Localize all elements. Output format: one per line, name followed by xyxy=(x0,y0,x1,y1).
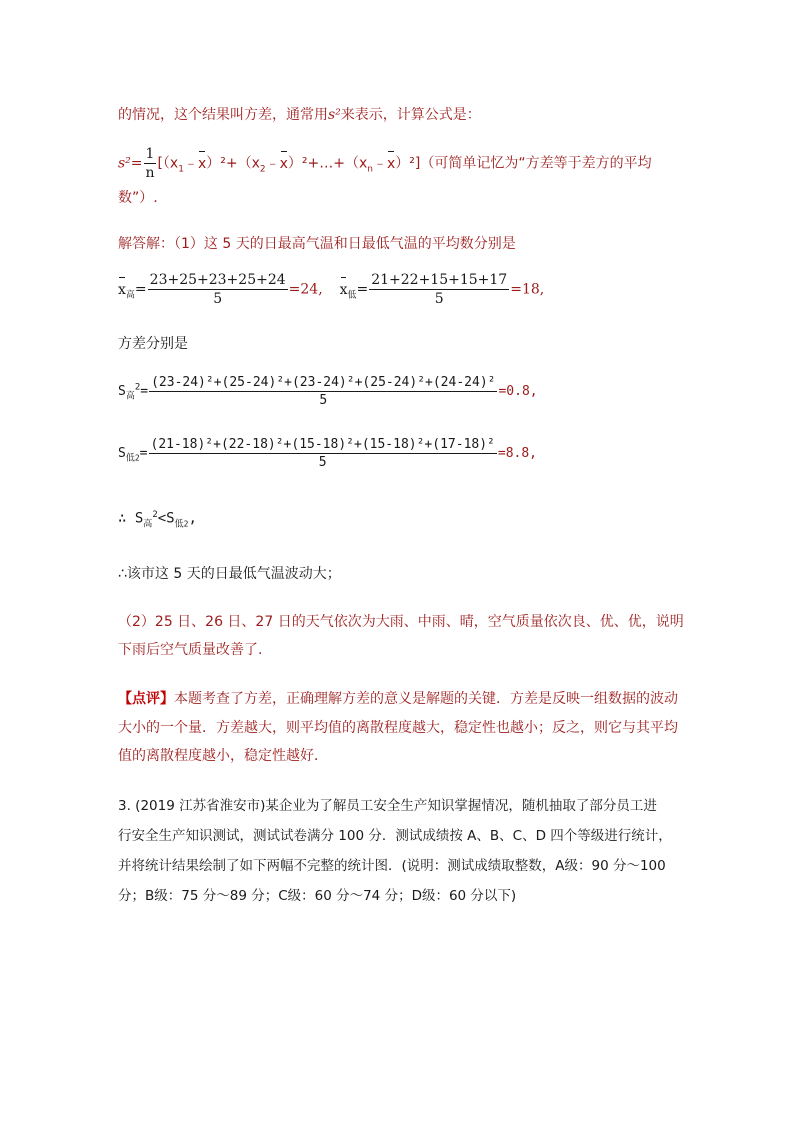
question3-line-4: 分；B级：75 分～89 分；C级：60 分～74 分；D级：60 分以下) xyxy=(118,888,517,904)
mean-high-den: 5 xyxy=(213,291,223,307)
variance-formula xyxy=(118,146,652,181)
var-low-label: S xyxy=(118,446,126,461)
formula-sub-n: n xyxy=(367,164,373,175)
formula-fraction xyxy=(144,146,157,181)
formula-memo-line-2: 数”）. xyxy=(118,190,158,206)
mean-low-fraction xyxy=(369,272,509,307)
part2-line-2: 下雨后空气质量改善了. xyxy=(118,642,263,658)
mean-high-label: x xyxy=(118,281,126,298)
intro-s2: s² xyxy=(328,107,341,123)
formula-minus-2: ﹣ xyxy=(265,155,280,172)
mean-high-fraction xyxy=(148,272,288,307)
compare-end: , xyxy=(188,510,197,527)
formula-minus-n: ﹣ xyxy=(372,155,387,172)
variance-low: $S_{低2}=$ $\frac{\text{(21-18)²+(22-18)²+(15-18)²+(15-18)²+(17-18)²}}{5}$ =8.8, xyxy=(118,437,538,470)
review-line-1 xyxy=(118,688,678,708)
formula-part-f: ）²] xyxy=(395,155,421,172)
question3-line-1: 3. (2019 江苏省淮安市)某企业为了解员工安全生产知识掌握情况，随机抽取了部分员工进 xyxy=(118,798,657,814)
formula-xbar-1: x xyxy=(197,155,207,172)
question3-line-3: 并将统计结果绘制了如下两幅不完整的统计图．(说明：测试成绩取整数，A级：90 分～100 xyxy=(118,858,666,874)
question3-line-2: 行安全生产知识测试，测试试卷满分 100 分．测试成绩按 A、B、C、D 四个等级进行统计， xyxy=(118,828,672,844)
formula-lhs: s²= xyxy=(118,155,143,172)
mean-low-value: =18, xyxy=(510,281,545,298)
var-high-den: 5 xyxy=(319,393,328,408)
formula-minus-1: ﹣ xyxy=(183,155,198,172)
var-low-value: =8.8, xyxy=(497,446,538,461)
var-low-num: (21-18)²+(22-18)²+(15-18)²+(15-18)²+(17-18)² xyxy=(150,437,495,452)
formula-xbar-2: x xyxy=(279,155,288,172)
formula-frac-num: 1 xyxy=(145,146,155,162)
mean-high-value: =24, xyxy=(288,281,323,298)
var-low-sub: 低 xyxy=(125,453,135,464)
var-high-fraction xyxy=(149,375,497,408)
mean-low-den: 5 xyxy=(434,291,444,307)
review-line-3: 值的离散程度越小，稳定性越好． xyxy=(118,748,328,764)
var-high-value: =0.8, xyxy=(498,384,538,399)
mean-high-num: 23+25+23+25+24 xyxy=(149,272,286,288)
variance-header: 方差分别是 xyxy=(118,336,188,352)
mean-low-label: x xyxy=(339,281,348,298)
review-line-2: 大小的一个量．方差越大，则平均值的离散程度越大，稳定性也越小；反之，则它与其平均 xyxy=(118,720,678,736)
compare-start: ∴ S xyxy=(118,510,144,527)
var-low-den: 5 xyxy=(318,455,327,470)
compare-lt: <S xyxy=(157,510,175,527)
var-high-sub: 高 xyxy=(125,391,135,402)
part2-line-1: （2）25 日、26 日、27 日的天气依次为大雨、中雨、晴，空气质量依次良、优、优，说明 xyxy=(118,614,684,630)
mean-low-sub: 低 xyxy=(347,290,357,301)
review-tag: 【点评】 xyxy=(118,691,174,707)
var-high-label: S xyxy=(118,384,126,399)
variance-compare: ∴ $S_高^2<S_{低2}$, xyxy=(118,510,197,530)
formula-sub-2: 2 xyxy=(259,164,266,175)
formula-memo: （可简单记忆为“方差等于差方的平均 xyxy=(420,155,652,172)
intro-line-1 xyxy=(118,104,481,124)
intro-text-a: 的情况，这个结果叫方差，通常用 xyxy=(118,107,328,123)
formula-frac-den: n xyxy=(145,165,155,181)
mean-high-sub: 高 xyxy=(125,290,135,301)
mean-formulas: $x_高=$ $\frac{23+25+23+25+24}{5}$ =24, $x_低=$ $\frac{21+22+15+15+17}{5}$ =18, xyxy=(118,272,545,307)
formula-part-d: ）²+（x xyxy=(206,155,260,172)
var-high-num: (23-24)²+(25-24)²+(23-24)²+(25-24)²+(24-24)² xyxy=(151,375,496,390)
formula-part-a: [（x xyxy=(157,155,179,172)
formula-xbar-n: x xyxy=(386,155,396,172)
var-low-fraction xyxy=(149,437,497,470)
solution-header: 解答解：（1）这 5 天的日最高气温和日最低气温的平均数分别是 xyxy=(118,236,516,252)
conclusion: ∴该市这 5 天的日最低气温波动大； xyxy=(118,566,341,582)
formula-sub-1: 1 xyxy=(178,164,184,175)
mean-low-num: 21+22+15+15+17 xyxy=(371,272,508,288)
intro-text-b: 来表示，计算公式是： xyxy=(340,107,481,123)
review-text-1: 本题考查了方差，正确理解方差的意义是解题的关键．方差是反映一组数据的波动 xyxy=(174,691,678,707)
formula-part-e: ）²+…+（x xyxy=(287,155,368,172)
variance-high: $S_高^2=$ $\frac{\text{(23-24)²+(25-24)²+(23-24)²+(25-24)²+(24-24)²}}{5}$ =0.8, xyxy=(118,375,538,408)
